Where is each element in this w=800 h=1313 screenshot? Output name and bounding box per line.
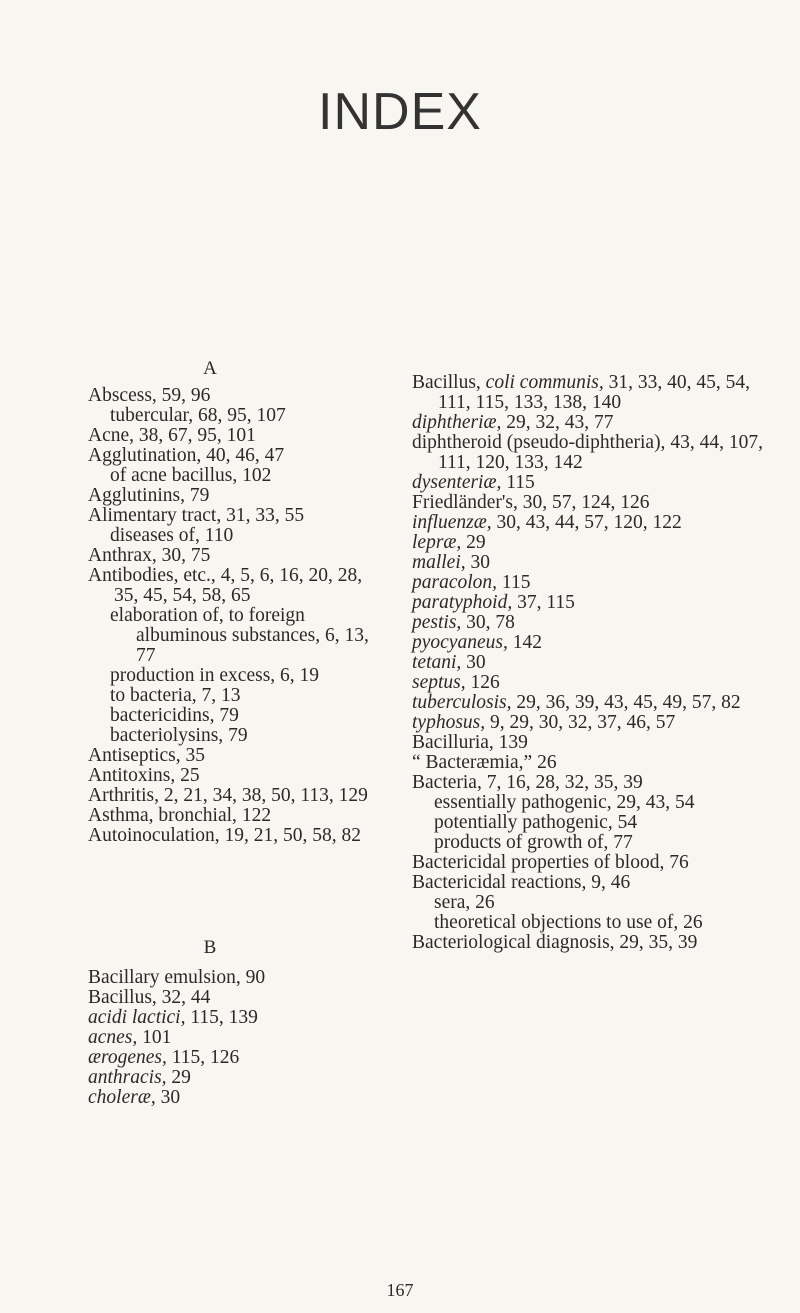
index-entry bbox=[88, 1008, 388, 1028]
index-page-refs: 2, 21, 34, 38, 50, 113, 129 bbox=[158, 785, 368, 806]
index-term: paracolon, bbox=[412, 572, 498, 593]
index-page-refs: 31, 33, 40, 45, 54, 111, 115, 133, 138, 140 bbox=[438, 372, 750, 413]
index-page-refs: 115 bbox=[501, 472, 535, 493]
index-entry bbox=[412, 373, 772, 413]
index-page-refs: 37, 115 bbox=[512, 592, 575, 613]
index-term: Agglutinins, bbox=[88, 485, 185, 506]
index-page-refs: 79 bbox=[223, 725, 248, 746]
index-page-refs: 79 bbox=[214, 705, 239, 726]
page-title: INDEX bbox=[318, 83, 482, 141]
index-entry bbox=[412, 913, 772, 933]
index-page-refs: 6, 13, 77 bbox=[136, 625, 369, 666]
index-term: ærogenes, bbox=[88, 1047, 167, 1068]
index-term: Arthritis, bbox=[88, 785, 159, 806]
section-letter-a: A bbox=[203, 358, 217, 379]
index-page-refs: 30 bbox=[465, 552, 490, 573]
index-page-refs: 29, 32, 43, 77 bbox=[501, 412, 614, 433]
index-page-refs: 19, 21, 50, 58, 82 bbox=[219, 825, 361, 846]
index-page-refs: 115 bbox=[497, 572, 531, 593]
index-page-refs: 126 bbox=[465, 672, 500, 693]
index-page-refs: 68, 95, 107 bbox=[193, 405, 286, 426]
index-entry bbox=[412, 533, 772, 553]
index-entry bbox=[412, 593, 772, 613]
index-page-refs: 30, 78 bbox=[461, 612, 515, 633]
index-term: essentially pathogenic, bbox=[434, 792, 612, 813]
index-page-refs: 54 bbox=[612, 812, 638, 833]
index-entry bbox=[412, 473, 772, 493]
index-term: of acne bacillus, bbox=[110, 465, 238, 486]
index-entry bbox=[412, 893, 772, 913]
index-page-refs: 26 bbox=[678, 912, 703, 933]
index-term: Bacillus, bbox=[412, 372, 481, 393]
index-term: typhosus, bbox=[412, 712, 486, 733]
index-entry bbox=[88, 406, 388, 426]
index-column-left-b bbox=[88, 968, 388, 1108]
page-number: 167 bbox=[386, 1280, 414, 1300]
index-page-refs: 110 bbox=[199, 525, 234, 546]
index-entry bbox=[412, 573, 772, 593]
index-entry bbox=[88, 606, 388, 666]
index-entry bbox=[412, 653, 772, 673]
index-page-refs: 76 bbox=[664, 852, 689, 873]
index-page-refs: 102 bbox=[237, 465, 272, 486]
index-page-refs: 32, 44 bbox=[156, 987, 211, 1008]
section-letter-b: B bbox=[203, 937, 217, 958]
index-term: Bactericidal properties of blood, bbox=[412, 852, 665, 873]
index-page-refs: 7, 13 bbox=[196, 685, 241, 706]
index-entry bbox=[412, 613, 772, 633]
index-term: Bacillary emulsion, bbox=[88, 967, 241, 988]
index-term: theoretical objections to use of, bbox=[434, 912, 679, 933]
index-column-right bbox=[412, 373, 772, 953]
index-entry bbox=[88, 666, 388, 686]
index-term: Anthrax, bbox=[88, 545, 157, 566]
index-entry bbox=[412, 713, 772, 733]
index-term: Bactericidal reactions, bbox=[412, 872, 587, 893]
index-page-refs: 35 bbox=[180, 745, 205, 766]
index-term: Acne, bbox=[88, 425, 135, 446]
index-entry bbox=[88, 526, 388, 546]
index-term: Bacteria, bbox=[412, 772, 482, 793]
index-entry bbox=[412, 673, 772, 693]
index-page-refs: 29, 43, 54 bbox=[611, 792, 695, 813]
index-page-refs: 115, 139 bbox=[185, 1007, 258, 1028]
index-page-refs: 30, 57, 124, 126 bbox=[517, 492, 650, 513]
index-entry bbox=[88, 1088, 388, 1108]
index-entry bbox=[412, 413, 772, 433]
index-page-refs: 40, 46, 47 bbox=[201, 445, 285, 466]
index-term: bacteriolysins, bbox=[110, 725, 224, 746]
index-term: paratyphoid, bbox=[412, 592, 513, 613]
index-term: Alimentary tract, bbox=[88, 505, 222, 526]
index-entry bbox=[88, 826, 388, 846]
index-entry bbox=[412, 793, 772, 813]
index-page-refs: 115, 126 bbox=[166, 1047, 240, 1068]
index-entry bbox=[88, 786, 388, 806]
index-term: to bacteria, bbox=[110, 685, 197, 706]
index-entry bbox=[88, 706, 388, 726]
index-term: elaboration of, to foreign albuminous substances, bbox=[110, 605, 321, 646]
index-entry bbox=[88, 426, 388, 446]
index-entry bbox=[412, 773, 772, 793]
index-term: diseases of, bbox=[110, 525, 200, 546]
index-page-refs: 77 bbox=[608, 832, 633, 853]
index-term: choleræ, bbox=[88, 1087, 156, 1108]
index-page-refs: 7, 16, 28, 32, 35, 39 bbox=[481, 772, 643, 793]
index-page-refs: 4, 5, 6, 16, 20, 28, 35, 45, 54, 58, 65 bbox=[114, 565, 363, 606]
index-term: septus, bbox=[412, 672, 466, 693]
index-page-refs: 29 bbox=[461, 532, 486, 553]
index-page-refs: 43, 44, 107, 111, 120, 133, 142 bbox=[438, 432, 763, 473]
index-term-italic: coli communis, bbox=[480, 372, 604, 393]
index-entry bbox=[412, 813, 772, 833]
index-term: influenzæ, bbox=[412, 512, 492, 533]
index-page-refs: 30, 43, 44, 57, 120, 122 bbox=[491, 512, 682, 533]
index-entry bbox=[88, 686, 388, 706]
index-entry bbox=[88, 988, 388, 1008]
index-term: pestis, bbox=[412, 612, 462, 633]
index-term: acnes, bbox=[88, 1027, 138, 1048]
index-entry bbox=[88, 386, 388, 406]
index-term: Agglutination, bbox=[88, 445, 202, 466]
index-term: Abscess, bbox=[88, 385, 157, 406]
index-entry bbox=[88, 1048, 388, 1068]
index-entry bbox=[88, 726, 388, 746]
index-page-refs: 30 bbox=[461, 652, 486, 673]
index-term: diphtheroid (pseudo-diphtheria), bbox=[412, 432, 666, 453]
index-page-refs: 30 bbox=[155, 1087, 181, 1108]
index-entry bbox=[412, 733, 772, 753]
index-term: Autoinoculation, bbox=[88, 825, 220, 846]
index-page-refs: 79 bbox=[184, 485, 210, 506]
index-term: production in excess, bbox=[110, 665, 276, 686]
index-entry bbox=[412, 833, 772, 853]
index-entry bbox=[88, 446, 388, 466]
index-term: tuberculosis, bbox=[412, 692, 512, 713]
index-entry bbox=[412, 933, 772, 953]
index-entry bbox=[88, 566, 388, 606]
index-term: Antitoxins, bbox=[88, 765, 176, 786]
index-entry bbox=[88, 506, 388, 526]
index-page-refs: 30, 75 bbox=[156, 545, 211, 566]
index-entry bbox=[412, 873, 772, 893]
index-term: Bacteriological diagnosis, bbox=[412, 932, 615, 953]
index-entry bbox=[412, 693, 772, 713]
index-entry bbox=[88, 968, 388, 988]
index-page-refs: 38, 67, 95, 101 bbox=[134, 425, 256, 446]
index-entry bbox=[412, 633, 772, 653]
index-page-refs: 6, 19 bbox=[275, 665, 320, 686]
index-page-refs: 29 bbox=[166, 1067, 191, 1088]
index-page-refs: 59, 96 bbox=[156, 385, 211, 406]
index-page-refs: 26 bbox=[532, 752, 557, 773]
index-term: potentially pathogenic, bbox=[434, 812, 613, 833]
index-term: Antibodies, etc., bbox=[88, 565, 216, 586]
index-column-left-a bbox=[88, 386, 388, 846]
index-entry bbox=[412, 433, 772, 473]
index-term: tetani, bbox=[412, 652, 462, 673]
index-term: anthracis, bbox=[88, 1067, 167, 1088]
index-page-refs: 101 bbox=[137, 1027, 172, 1048]
index-page-refs: 9, 29, 30, 32, 37, 46, 57 bbox=[485, 712, 676, 733]
index-page-refs: 25 bbox=[175, 765, 200, 786]
index-term: Bacillus, bbox=[88, 987, 157, 1008]
index-term: bactericidins, bbox=[110, 705, 215, 726]
index-page-refs: 139 bbox=[493, 732, 528, 753]
index-term: Friedländer's, bbox=[412, 492, 518, 513]
index-entry bbox=[88, 1068, 388, 1088]
index-page-refs: 29, 35, 39 bbox=[614, 932, 698, 953]
index-page-refs: 29, 36, 39, 43, 45, 49, 57, 82 bbox=[511, 692, 741, 713]
index-term: mallei, bbox=[412, 552, 466, 573]
index-entry bbox=[88, 806, 388, 826]
index-term: dysenteriæ, bbox=[412, 472, 502, 493]
index-page-refs: 9, 46 bbox=[586, 872, 631, 893]
index-page-refs: 31, 33, 55 bbox=[221, 505, 305, 526]
index-page-refs: 122 bbox=[236, 805, 272, 826]
index-entry bbox=[412, 853, 772, 873]
index-term: sera, bbox=[434, 892, 471, 913]
index-entry bbox=[88, 746, 388, 766]
index-term: Bacilluria, bbox=[412, 732, 494, 753]
index-term: Antiseptics, bbox=[88, 745, 181, 766]
index-entry bbox=[412, 513, 772, 533]
index-term: acidi lactici, bbox=[88, 1007, 186, 1028]
index-term: Asthma, bronchial, bbox=[88, 805, 237, 826]
index-term: tubercular, bbox=[110, 405, 194, 426]
index-entry bbox=[412, 553, 772, 573]
index-entry bbox=[412, 493, 772, 513]
index-term: products of growth of, bbox=[434, 832, 609, 853]
index-entry bbox=[88, 466, 388, 486]
index-term: pyocyaneus, bbox=[412, 632, 508, 653]
index-page-refs: 90 bbox=[240, 967, 266, 988]
index-term: lepræ, bbox=[412, 532, 462, 553]
index-entry bbox=[88, 486, 388, 506]
index-page-refs: 142 bbox=[507, 632, 542, 653]
index-page-refs: 26 bbox=[470, 892, 495, 913]
index-entry bbox=[88, 766, 388, 786]
index-term: diphtheriæ, bbox=[412, 412, 502, 433]
index-entry bbox=[412, 753, 772, 773]
index-entry bbox=[88, 1028, 388, 1048]
index-term: “ Bacteræmia,” bbox=[412, 752, 533, 773]
index-entry bbox=[88, 546, 388, 566]
